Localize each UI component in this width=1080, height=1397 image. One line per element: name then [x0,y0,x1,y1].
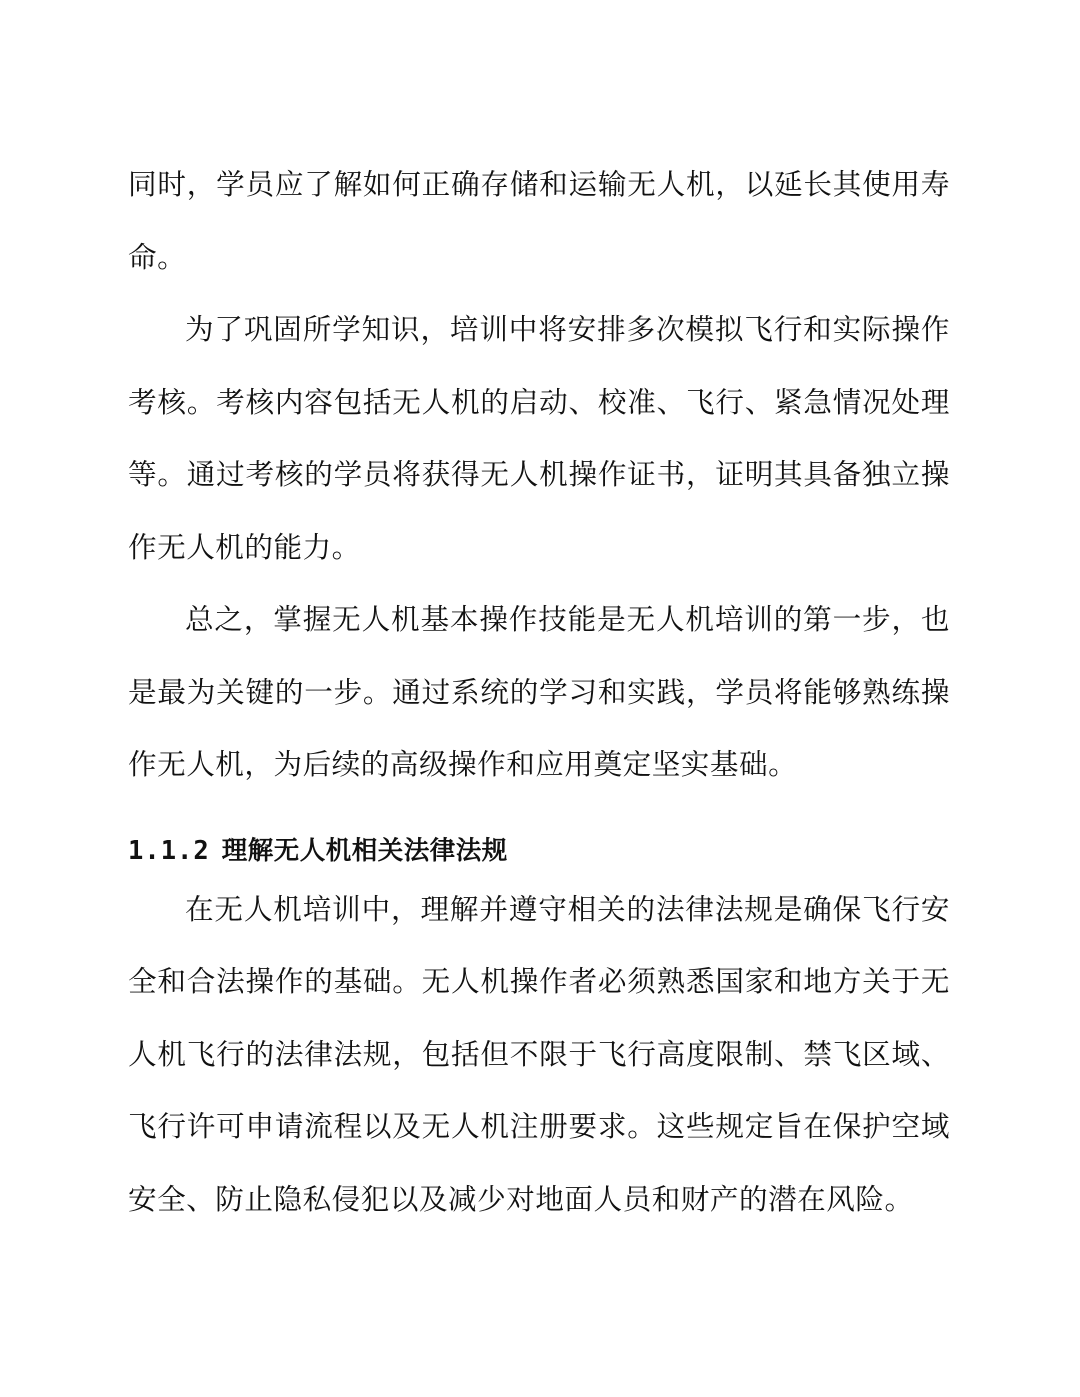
paragraph-assessment: 为了巩固所学知识，培训中将安排多次模拟飞行和实际操作考核。考核内容包括无人机的启动、校准、飞行、紧急情况处理等。通过考核的学员将获得无人机操作证书，证明其具备独立操作无人机的能力。 [128,312,950,564]
paragraph-summary: 总之，掌握无人机基本操作技能是无人机培训的第一步，也是最为关键的一步。通过系统的学习和实践，学员将能够熟练操作无人机，为后续的高级操作和应用奠定坚实基础。 [128,602,950,781]
section-heading [128,831,950,871]
section-title: 理解无人机相关法律法规 [221,835,508,866]
paragraph-storage: 同时，学员应了解如何正确存储和运输无人机，以延长其使用寿命。 [128,167,950,274]
section-number: 1.1.2 [128,835,210,866]
paragraph-regulations: 在无人机培训中，理解并遵守相关的法律法规是确保飞行安全和合法操作的基础。无人机操作者必须熟悉国家和地方关于无人机飞行的法律法规，包括但不限于飞行高度限制、禁飞区域、飞行许可申请流程以及无人机注册要求。这些规定旨在保护空域安全、防止隐私侵犯以及减少对地面人员和财产的潜在风险。 [128,891,950,1216]
document-page [128,148,950,1235]
